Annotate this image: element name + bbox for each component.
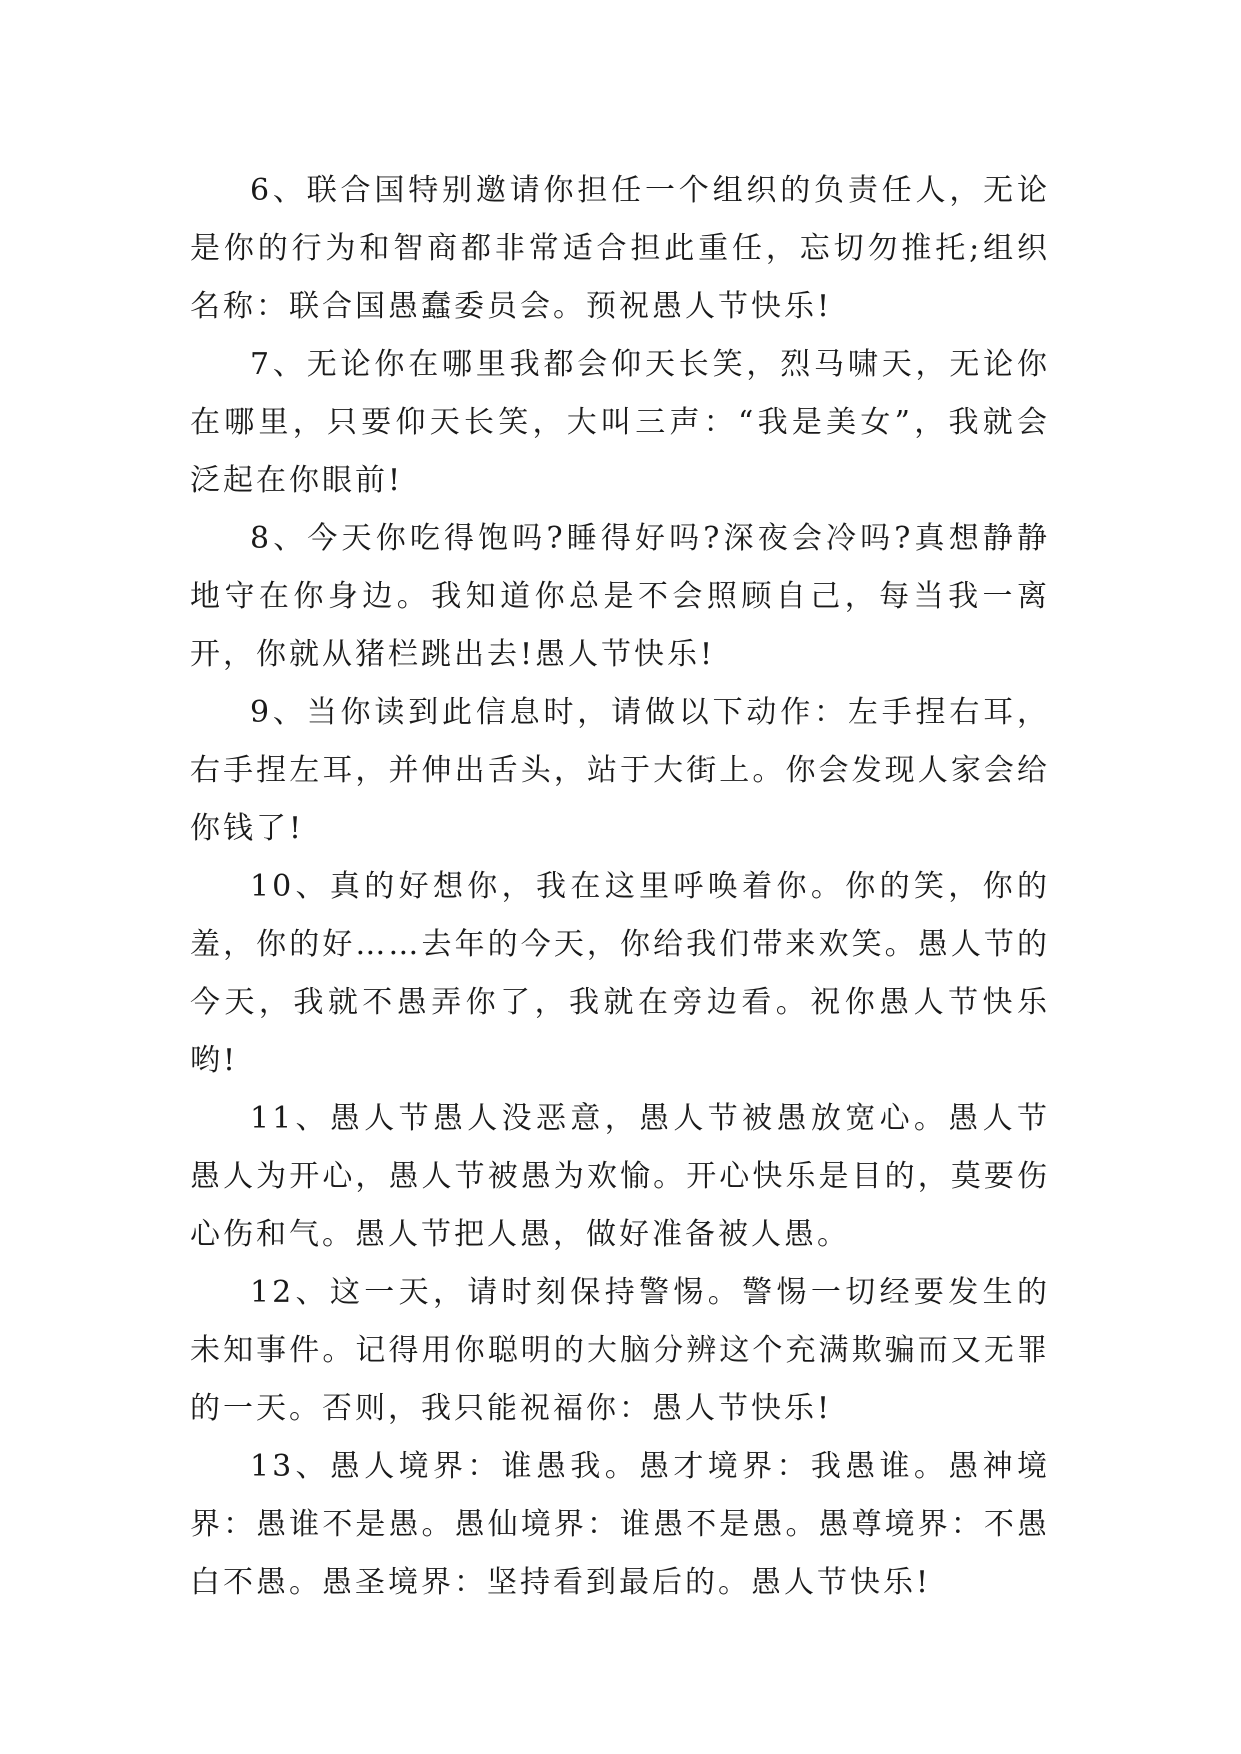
paragraph-8: 8、今天你吃得饱吗?睡得好吗?深夜会冷吗?真想静静地守在你身边。我知道你总是不会照顾自己，每当我一离开，你就从猪栏跳出去!愚人节快乐! [190,521,1050,672]
paragraph-10: 10、真的好想你，我在这里呼唤着你。你的笑，你的羞，你的好……去年的今天，你给我们带来欢笑。愚人节的今天，我就不愚弄你了，我就在旁边看。祝你愚人节快乐哟! [190,869,1050,1078]
paragraph-12: 12、这一天，请时刻保持警惕。警惕一切经要发生的未知事件。记得用你聪明的大脑分辨这个充满欺骗而又无罪的一天。否则，我只能祝福你：愚人节快乐! [190,1275,1050,1426]
paragraph-6: 6、联合国特别邀请你担任一个组织的负责任人，无论是你的行为和智商都非常适合担此重任，忘切勿推托;组织名称：联合国愚蠢委员会。预祝愚人节快乐! [190,173,1050,324]
document-page [190,162,1050,1612]
paragraph-13: 13、愚人境界：谁愚我。愚才境界：我愚谁。愚神境界：愚谁不是愚。愚仙境界：谁愚不是愚。愚尊境界：不愚白不愚。愚圣境界：坚持看到最后的。愚人节快乐! [190,1449,1050,1600]
paragraph-9: 9、当你读到此信息时，请做以下动作：左手捏右耳，右手捏左耳，并伸出舌头，站于大街上。你会发现人家会给你钱了! [190,695,1050,846]
paragraph-11: 11、愚人节愚人没恶意，愚人节被愚放宽心。愚人节愚人为开心，愚人节被愚为欢愉。开心快乐是目的，莫要伤心伤和气。愚人节把人愚，做好准备被人愚。 [190,1101,1050,1252]
paragraph-7: 7、无论你在哪里我都会仰天长笑，烈马啸天，无论你在哪里，只要仰天长笑，大叫三声：“我是美女”，我就会泛起在你眼前! [190,347,1050,498]
